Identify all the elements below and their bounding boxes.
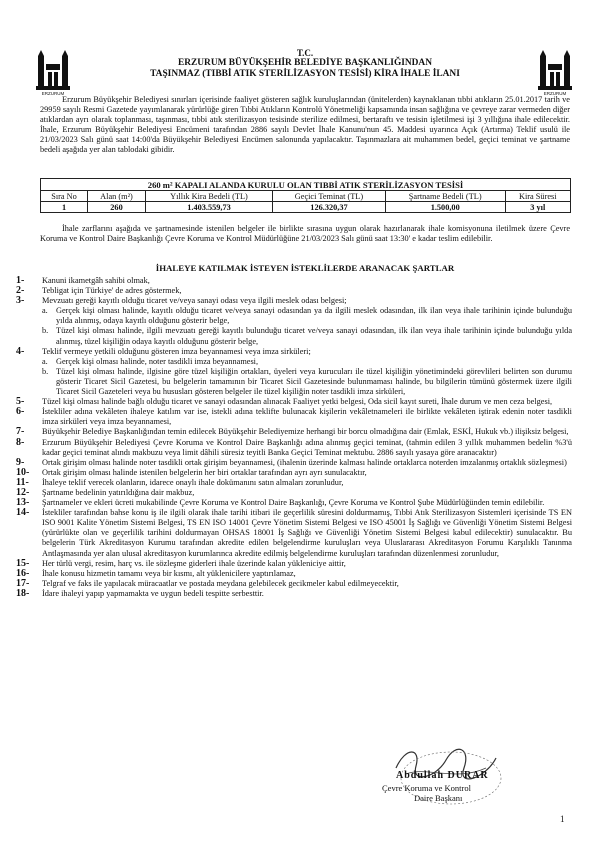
- requirement-text: Her türlü vergi, resim, harç vs. ile sözleşme giderleri ihale üzerinde kalan yükleniciye aittir,: [42, 558, 346, 568]
- requirement-number: 10-: [16, 466, 30, 478]
- table-header-cell: Kira Süresi: [505, 191, 570, 202]
- tender-table: [40, 178, 571, 213]
- requirement-number: 13-: [16, 497, 30, 509]
- requirement-item: [16, 559, 572, 569]
- requirement-text: Şartname bedelinin yatırıldığına dair makbuz,: [42, 487, 195, 497]
- requirement-text: Ortak girişim olması halinde noter tasdikli ortak girişim beyannamesi, (ihalenin üzerinde kalması halinde ortaklarca noterden imzalanmış ortaklık sözleşmesi): [42, 457, 567, 467]
- table-header-cell: Sıra No: [41, 191, 88, 202]
- requirements-list: [16, 276, 572, 599]
- requirement-text: Büyükşehir Belediye Başkanlığından temin edilecek Büyükşehir Belediyemize herhangi bir borcu olmadığına dair (Emlak, ESKİ, Hukuk vb.) ilişiksiz belgesi,: [42, 427, 569, 437]
- signatory-title: Çevre Koruma ve Kontrol: [382, 783, 471, 793]
- requirement-text: Erzurum Büyükşehir Belediyesi Çevre Koruma ve Kontrol Daire Başkanlığı adına alınmış geçici teminat, (tahmin edilen 3 yıllık muhammen bedelin %3'ü kadar geçici teminat alındı makbuzu veya limit dâhili süresiz teyitli Banka Geçici Teminat mektubu. 2886 sayılı yasaya göre aranacaktır): [42, 437, 572, 457]
- subitem-letter: a.: [42, 356, 48, 366]
- requirement-number: 5-: [16, 396, 25, 408]
- requirement-subitem: [16, 306, 572, 326]
- requirement-number: 17-: [16, 577, 30, 589]
- requirement-number: 4-: [16, 345, 25, 357]
- subitem-letter: b.: [42, 326, 49, 336]
- requirement-item: [16, 347, 572, 357]
- requirement-item: [16, 276, 572, 286]
- requirement-number: 16-: [16, 567, 30, 579]
- requirement-item: [16, 407, 572, 427]
- page-number: 1: [560, 814, 565, 824]
- requirement-text: Telgraf ve faks ile yapılacak müracaatlar ve postada meydana gelebilecek gecikmeler kabul edilmeyecektir,: [42, 578, 399, 588]
- requirement-text: İhale konusu hizmetin tamamı veya bir kısmı, alt yüklenicilere yaptırılamaz,: [42, 568, 296, 578]
- requirements-title: İHALEYE KATILMAK İSTEYEN İSTEKLİLERDE ARANACAK ŞARTLAR: [155, 263, 455, 273]
- requirement-text: Teklif vermeye yetkili olduğunu gösteren imza beyannamesi veya imza sirküleri;: [42, 346, 311, 356]
- requirement-item: [16, 579, 572, 589]
- requirement-number: 9-: [16, 456, 25, 468]
- table-header-cell: Yıllık Kira Bedeli (TL): [145, 191, 272, 202]
- requirement-subitem: [16, 326, 572, 346]
- requirement-number: 7-: [16, 426, 25, 438]
- requirement-item: [16, 458, 572, 468]
- requirement-item: [16, 296, 572, 306]
- header-announcement-title: TAŞINMAZ (TIBBİ ATIK STERİLİZASYON TESİSİ) KİRA İHALE İLANI: [150, 69, 460, 79]
- requirement-number: 14-: [16, 507, 30, 519]
- subitem-text: Gerçek kişi olması halinde, noter tasdikli imza beyannamesi,: [56, 356, 259, 366]
- requirement-number: 3-: [16, 295, 25, 307]
- table-cell: 3 yıl: [505, 202, 570, 213]
- subitem-letter: b.: [42, 366, 49, 376]
- requirement-subitem: [16, 367, 572, 397]
- requirement-text: Şartnameler ve ekleri ücreti mukabilinde Çevre Koruma ve Kontrol Daire Başkanlığı, Çevre Koruma ve Kontrol Şube Müdürlüğünden temin edilebilir.: [42, 498, 545, 508]
- signatory-title: Daire Başkanı: [414, 793, 463, 803]
- requirement-text: Mevzuatı gereği kayıtlı olduğu ticaret ve/veya sanayi odası veya ilgili meslek odası belgesi;: [42, 296, 347, 306]
- requirement-number: 6-: [16, 406, 25, 418]
- table-row: [41, 202, 571, 213]
- requirement-item: [16, 427, 572, 437]
- intro-paragraph: Erzurum Büyükşehir Belediyesi sınırları içerisinde faaliyet gösteren sağlık kuruluşlarından (ünitelerden) kaynaklanan tıbbi atıkların 25.01.2017 tarih ve 29959 sayılı Resmi Gazetede yayımlanarak yürürlüğe giren Tıbbi Atıkların Kontrolü Yönetmeliği kapsamında insan sağlığına ve çevreye zarar vermeden diğer atıklardan ayrı olarak toplanması, taşınması, tıbbi atık sterilizasyon tesisinde sterilize edilmesi, bertaraftı ve tesisin işletilmesi işi 3 yıllığına ihale edilecektir. İhale, Erzurum Büyükşehir Belediyesi Encümeni tarafından 2886 sayılı Devlet İhale Kanunu'nun 45. Maddesi uyarınca Açık (Artırma) Teklif usulü ile 21/03/2023 Salı günü saat 14:00'da Büyükşehir Belediyesi Encümen salonunda yapılacaktır. Taşınmazlara ait muhammen bedel, geçici teminat ve şartname bedeli aşağıda yer alan tablodaki gibidir.: [40, 95, 570, 155]
- requirement-subitem: [16, 357, 572, 367]
- requirement-text: İdare ihaleyi yapıp yapmamakta ve uygun bedeli tespitte serbesttir.: [42, 588, 264, 598]
- requirement-text: Kanuni ikametgâh sahibi olmak,: [42, 276, 150, 285]
- logo-text: ERZURUM: [543, 91, 567, 96]
- header-institution: ERZURUM BÜYÜKŞEHİR BELEDİYE BAŞKANLIĞINDAN: [178, 58, 432, 68]
- requirement-text: İstekliler tarafından bahse konu iş ile ilgili olarak ihale tarihi itibari ile geçerlilik süresini doldurmamış, Tıbbi Atık Sterilizasyon Sistemleri içerisinde TS EN ISO 9001 Kalite Yönetim Sistemi Belgesi, TS EN ISO 14001 Çevre Yönetim Sistemi Belgesi ve ISO 45001 İş Sağlığı ve Güvenliği Yönetim Sistemi Belgesi (yürürlükte olan ve geçerlilik tarihini doldurmayan OHSAS 18001 İş Sağlığı ve Güvenliği Yönetim Sistemi Belgesi kabul edilecektir) sunulacaktır. Bu belgelerin Türk Akreditasyon Kurumu tarafından akredite edilen belgelendirme kuruluşları veya Uluslararası Akreditasyon Forumu Karşılıklı Tanınma Antlaşmasında yer alan ulusal akreditasyon kurumlarınca akredite edilmiş belgelendirme kuruluşları tarafından düzenlenmesi zorunludur,: [42, 508, 572, 558]
- requirement-item: [16, 488, 572, 498]
- requirement-item: [16, 508, 572, 558]
- requirement-number: 1-: [16, 275, 25, 286]
- logo-text: ERZURUM: [41, 91, 65, 96]
- requirement-item: [16, 286, 572, 296]
- requirement-text: Ortak girişim olması halinde istenilen belgelerin her biri ortaklar tarafından ayrı ayrı sunulacaktır,: [42, 467, 367, 477]
- table-header-cell: Şartname Bedeli (TL): [385, 191, 505, 202]
- table-cell: 1: [41, 202, 88, 213]
- requirement-text: İhaleye teklif verecek olanların, idarece onaylı ihale dokümanını satın almaları zorunludur,: [42, 477, 344, 487]
- requirement-item: [16, 397, 572, 407]
- table-title: 260 m² KAPALI ALANDA KURULU OLAN TIBBİ ATIK STERİLİZASYON TESİSİ: [41, 179, 571, 191]
- requirement-item: [16, 569, 572, 579]
- requirement-number: 12-: [16, 486, 30, 498]
- table-header-row: [41, 191, 571, 202]
- requirement-number: 2-: [16, 285, 25, 297]
- table-header-cell: Alan (m²): [88, 191, 146, 202]
- table-cell: 1.500,00: [385, 202, 505, 213]
- table-cell: 126.320,37: [273, 202, 386, 213]
- subitem-text: Tüzel kişi olması halinde, ilgisine göre tüzel kişiliğin ortakları, üyeleri veya kurucuları ile tüzel kişiliğin yönetimindeki görevlileri belirten son durumu gösterir Ticaret Sicil Gazetesi, bu belgelerin tamamının bir Ticaret Sicil Gazetesinde bulunmaması halinde, bu bilgilerin tümünü göstermek üzere ilgili Ticaret Sicil Gazeteleri veya bu hususları gösteren belgeler ile tüzel kişiliğin noter tasdikli imza sirküleri,: [56, 366, 572, 397]
- requirement-number: 8-: [16, 436, 25, 448]
- requirement-text: İstekliler adına vekâleten ihaleye katılım var ise, istekli adına teklifte bulunacak kişilerin vekâletnameleri ile birlikte vekâleten iştirak edenin noter tasdikli imza sirküleri veya imza beyannamesi,: [42, 407, 572, 427]
- requirement-item: [16, 468, 572, 478]
- requirement-item: [16, 589, 572, 599]
- requirement-item: [16, 478, 572, 488]
- requirement-number: 18-: [16, 587, 30, 599]
- requirement-number: 11-: [16, 476, 29, 488]
- table-header-cell: Geçici Teminat (TL): [273, 191, 386, 202]
- signatory-name: Abdullah DURAR: [396, 770, 489, 781]
- submission-note: İhale zarflarını aşağıda ve şartnamesinde istenilen belgeler ile birlikte sırasına uygun olarak hazırlanarak ihale komisyonuna iletilmek üzere Çevre Koruma ve Kontrol Daire Başkanlığı Çevre Koruma ve Kontrol Müdürlüğüne 21/03/2023 Salı günü saat 13:30' e kadar teslim edilebilir.: [40, 224, 570, 244]
- subitem-text: Tüzel kişi olması halinde, ilgili mevzuatı gereği kayıtlı bulunduğu ticaret ve/veya sanayi odasından, ilk ilan veya ihale tarihinin içinde bulunduğu yılda alınmış, tüzel kişiliğin odaya kayıtlı olduğunu gösterir belge,: [56, 326, 572, 346]
- subitem-text: Gerçek kişi olması halinde, kayıtlı olduğu ticaret ve/veya sanayi odasından ya da ilgili meslek odasından, ilk ilan veya ihale tarihinin içinde bulunduğu yılda alınmış, odaya kayıtlı olduğunu gösterir belge,: [56, 306, 572, 326]
- subitem-letter: a.: [42, 306, 48, 316]
- header-tc: T.C.: [296, 48, 314, 58]
- table-cell: 260: [88, 202, 146, 213]
- requirement-number: 15-: [16, 557, 30, 569]
- table-cell: 1.403.559,73: [145, 202, 272, 213]
- requirement-item: [16, 438, 572, 458]
- requirement-text: Tüzel kişi olması halinde bağlı olduğu ticaret ve sanayi odasından alınacak Faaliyet yetki belgesi, Oda sicil kayıt sureti, İhale durum ve men ceza belgesi,: [42, 397, 553, 407]
- requirement-item: [16, 498, 572, 508]
- requirement-text: Tebligat için Türkiye' de adres göstermek,: [42, 286, 182, 296]
